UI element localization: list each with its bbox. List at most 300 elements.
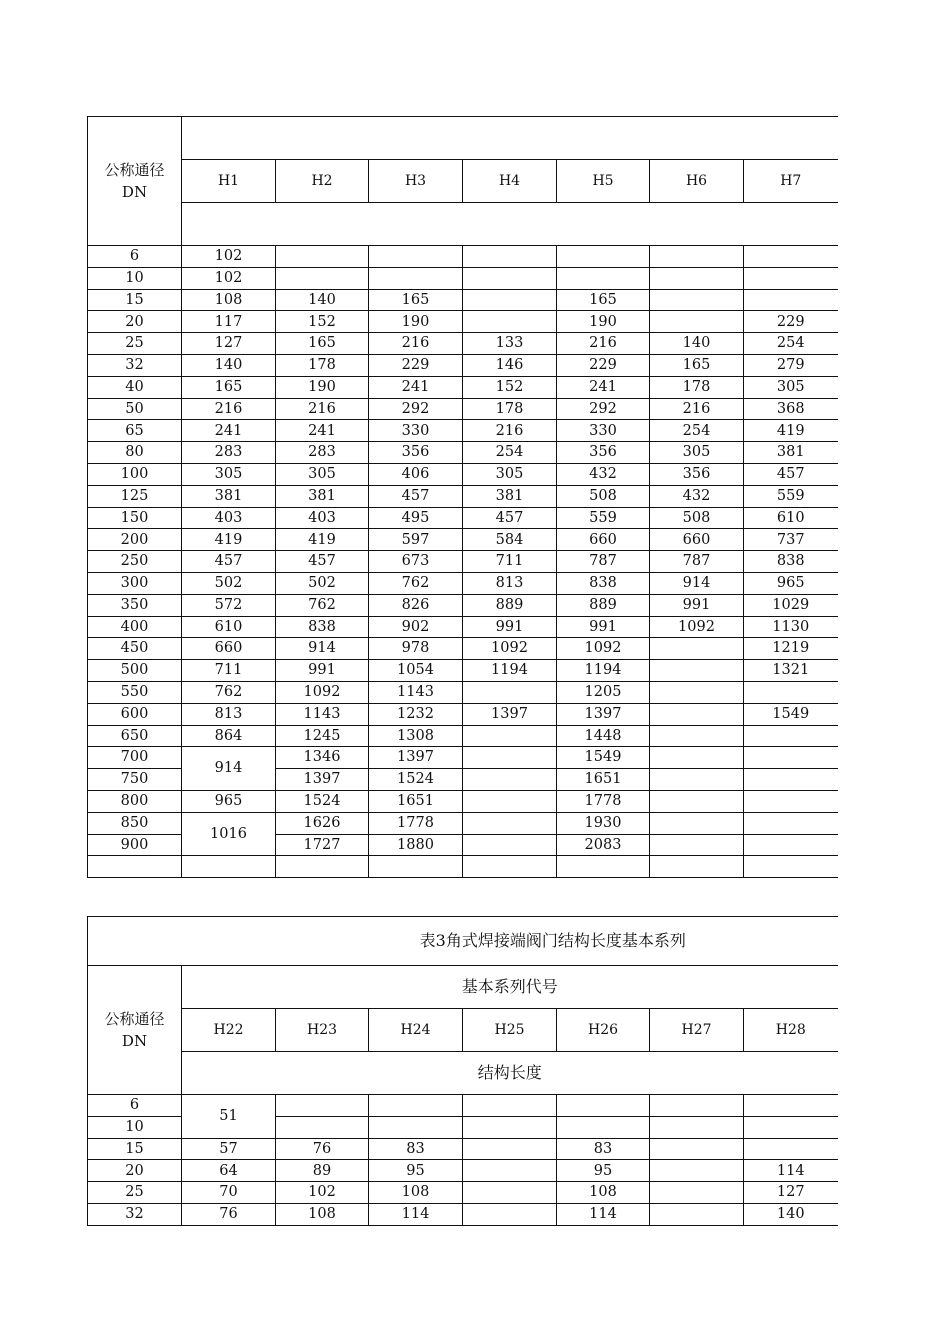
length-cell: 229: [744, 311, 838, 333]
length-cell: 610: [182, 616, 276, 638]
length-cell: [650, 660, 744, 682]
dn-cell: 15: [88, 1138, 182, 1160]
length-cell: [744, 289, 838, 311]
table-row: [88, 747, 838, 769]
length-cell: [744, 1095, 838, 1117]
length-cell: 190: [276, 376, 369, 398]
length-cell: [650, 856, 744, 878]
length-cell: 902: [369, 616, 463, 638]
length-cell: 1016: [182, 812, 276, 856]
dn-cell: 650: [88, 725, 182, 747]
length-cell: 1321: [744, 660, 838, 682]
length-cell: [650, 1203, 744, 1225]
length-cell: 70: [182, 1182, 276, 1204]
table-row: [88, 354, 838, 376]
length-cell: 838: [276, 616, 369, 638]
length-cell: 64: [182, 1160, 276, 1182]
length-cell: 254: [463, 442, 557, 464]
series-code-label: 基本系列代号: [461, 977, 558, 996]
length-cell: 140: [276, 289, 369, 311]
dn-cell: 700: [88, 747, 182, 769]
length-cell: 190: [557, 311, 650, 333]
code-header: H28: [744, 1009, 838, 1052]
length-cell: [744, 834, 838, 856]
length-cell: [557, 856, 650, 878]
length-cell: 1880: [369, 834, 463, 856]
length-cell: [276, 1095, 369, 1117]
length-cell: [744, 246, 838, 268]
dn-cell: 150: [88, 507, 182, 529]
length-cell: 216: [557, 333, 650, 355]
length-cell: 381: [182, 485, 276, 507]
length-cell: [463, 311, 557, 333]
length-cell: [744, 267, 838, 289]
length-cell: 965: [182, 790, 276, 812]
table-row: [88, 376, 838, 398]
length-cell: 330: [557, 420, 650, 442]
dn-cell: 900: [88, 834, 182, 856]
dn-cell: 800: [88, 790, 182, 812]
length-cell: [463, 747, 557, 769]
length-cell: 991: [463, 616, 557, 638]
length-cell: 114: [557, 1203, 650, 1225]
length-cell: [463, 1138, 557, 1160]
length-cell: 991: [650, 594, 744, 616]
length-cell: [744, 812, 838, 834]
length-cell: 165: [369, 289, 463, 311]
length-cell: 457: [369, 485, 463, 507]
length-cell: 51: [182, 1095, 276, 1139]
length-cell: [369, 267, 463, 289]
length-cell: 737: [744, 529, 838, 551]
length-cell: 1029: [744, 594, 838, 616]
length-cell: 1778: [557, 790, 650, 812]
length-cell: 660: [182, 638, 276, 660]
length-cell: 1397: [463, 703, 557, 725]
length-cell: 241: [369, 376, 463, 398]
table-title: [88, 917, 838, 966]
length-cell: 89: [276, 1160, 369, 1182]
length-cell: 283: [276, 442, 369, 464]
length-cell: 165: [557, 289, 650, 311]
length-cell: [650, 790, 744, 812]
dn-cell: 15: [88, 289, 182, 311]
length-cell: [650, 311, 744, 333]
dn-cell: 250: [88, 551, 182, 573]
length-cell: 305: [276, 463, 369, 485]
length-cell: 889: [557, 594, 650, 616]
length-cell: 1397: [369, 747, 463, 769]
length-cell: 165: [650, 354, 744, 376]
length-cell: [744, 747, 838, 769]
length-cell: 991: [557, 616, 650, 638]
dn-cell: 550: [88, 681, 182, 703]
code-header: H25: [463, 1009, 557, 1052]
code-header: H7: [744, 160, 838, 203]
length-cell: 1194: [463, 660, 557, 682]
dn-cell: 400: [88, 616, 182, 638]
length-cell: 508: [650, 507, 744, 529]
length-cell: 813: [463, 572, 557, 594]
length-cell: 1549: [557, 747, 650, 769]
length-cell: [650, 638, 744, 660]
dn-cell: 450: [88, 638, 182, 660]
dn-label: 公称通径: [104, 1009, 165, 1028]
length-cell: 368: [744, 398, 838, 420]
length-cell: 1130: [744, 616, 838, 638]
length-cell: 254: [744, 333, 838, 355]
length-cell: [276, 246, 369, 268]
length-cell: 356: [650, 463, 744, 485]
length-cell: 1626: [276, 812, 369, 834]
table-row: [88, 725, 838, 747]
length-cell: [650, 834, 744, 856]
length-cell: 572: [182, 594, 276, 616]
length-cell: 108: [276, 1203, 369, 1225]
length-cell: [463, 1160, 557, 1182]
length-cell: 216: [650, 398, 744, 420]
dn-cell: 6: [88, 246, 182, 268]
table-row: [88, 267, 838, 289]
length-header: [182, 1052, 838, 1095]
length-cell: 76: [276, 1138, 369, 1160]
length-cell: [744, 725, 838, 747]
length-cell: 356: [557, 442, 650, 464]
length-cell: 279: [744, 354, 838, 376]
length-cell: 864: [182, 725, 276, 747]
length-cell: 1092: [276, 681, 369, 703]
length-cell: 762: [369, 572, 463, 594]
length-cell: [650, 1182, 744, 1204]
length-cell: 1397: [557, 703, 650, 725]
length-cell: 254: [650, 420, 744, 442]
length-cell: 152: [276, 311, 369, 333]
table-row: [88, 703, 838, 725]
length-cell: 216: [276, 398, 369, 420]
dn-cell: 125: [88, 485, 182, 507]
length-cell: 914: [650, 572, 744, 594]
length-cell: 1778: [369, 812, 463, 834]
length-cell: 102: [182, 267, 276, 289]
length-cell: [463, 1182, 557, 1204]
length-cell: 292: [369, 398, 463, 420]
length-cell: 117: [182, 311, 276, 333]
length-cell: [650, 1138, 744, 1160]
code-header: H23: [276, 1009, 369, 1052]
code-header: H22: [182, 1009, 276, 1052]
length-cell: 356: [369, 442, 463, 464]
dn-cell: 600: [88, 703, 182, 725]
table-row: [88, 594, 838, 616]
length-cell: 292: [557, 398, 650, 420]
table-row: [88, 1138, 838, 1160]
length-cell: 457: [744, 463, 838, 485]
length-cell: [650, 1095, 744, 1117]
table-row: [88, 616, 838, 638]
length-cell: 127: [744, 1182, 838, 1204]
length-cell: [650, 747, 744, 769]
length-cell: 216: [463, 420, 557, 442]
length-cell: 165: [182, 376, 276, 398]
length-cell: 133: [463, 333, 557, 355]
length-cell: 1448: [557, 725, 650, 747]
length-cell: 2083: [557, 834, 650, 856]
length-cell: 305: [182, 463, 276, 485]
length-cell: [650, 1116, 744, 1138]
length-cell: 1308: [369, 725, 463, 747]
length-cell: [557, 1116, 650, 1138]
dn-cell: [88, 856, 182, 878]
length-cell: 241: [276, 420, 369, 442]
code-header: H5: [557, 160, 650, 203]
length-cell: 419: [744, 420, 838, 442]
length-cell: 152: [463, 376, 557, 398]
dn-cell: 6: [88, 1095, 182, 1117]
length-cell: 330: [369, 420, 463, 442]
length-cell: 1092: [557, 638, 650, 660]
length-cell: 241: [182, 420, 276, 442]
length-cell: 787: [557, 551, 650, 573]
dn-cell: 850: [88, 812, 182, 834]
length-cell: 1092: [650, 616, 744, 638]
length-cell: 826: [369, 594, 463, 616]
table-row: [88, 812, 838, 834]
length-cell: [650, 769, 744, 791]
length-cell: 965: [744, 572, 838, 594]
length-cell: 1651: [369, 790, 463, 812]
length-cell: 140: [744, 1203, 838, 1225]
length-cell: 83: [369, 1138, 463, 1160]
length-cell: 660: [557, 529, 650, 551]
dn-cell: 80: [88, 442, 182, 464]
length-cell: 1194: [557, 660, 650, 682]
length-cell: 1524: [276, 790, 369, 812]
length-cell: [650, 289, 744, 311]
length-cell: 991: [276, 660, 369, 682]
length-cell: 432: [557, 463, 650, 485]
length-cell: 559: [557, 507, 650, 529]
length-cell: 838: [744, 551, 838, 573]
length-cell: [650, 1160, 744, 1182]
length-cell: [463, 267, 557, 289]
length-cell: 381: [276, 485, 369, 507]
length-cell: 711: [182, 660, 276, 682]
length-cell: 508: [557, 485, 650, 507]
length-cell: [650, 246, 744, 268]
code-header: H1: [182, 160, 276, 203]
length-cell: 1346: [276, 747, 369, 769]
dn-cell: 500: [88, 660, 182, 682]
length-cell: [744, 1138, 838, 1160]
length-cell: 1397: [276, 769, 369, 791]
length-cell: 305: [463, 463, 557, 485]
length-cell: [463, 769, 557, 791]
length-cell: 457: [276, 551, 369, 573]
length-cell: [650, 812, 744, 834]
table-row: [88, 1095, 838, 1117]
length-cell: 190: [369, 311, 463, 333]
length-cell: 1651: [557, 769, 650, 791]
dn-cell: 20: [88, 1160, 182, 1182]
dn-sub-label: DN: [121, 183, 148, 201]
dn-cell: 750: [88, 769, 182, 791]
dn-cell: 65: [88, 420, 182, 442]
length-cell: [463, 856, 557, 878]
length-cell: 1549: [744, 703, 838, 725]
dn-cell: 32: [88, 1203, 182, 1225]
length-cell: 978: [369, 638, 463, 660]
length-cell: 283: [182, 442, 276, 464]
length-cell: 165: [276, 333, 369, 355]
table-row: [88, 529, 838, 551]
length-cell: 403: [276, 507, 369, 529]
dn-cell: 50: [88, 398, 182, 420]
length-cell: [744, 1116, 838, 1138]
code-header: H27: [650, 1009, 744, 1052]
length-cell: 1232: [369, 703, 463, 725]
length-cell: 914: [182, 747, 276, 791]
length-cell: 241: [557, 376, 650, 398]
length-cell: 76: [182, 1203, 276, 1225]
length-cell: [463, 246, 557, 268]
length-cell: 1143: [276, 703, 369, 725]
dn-cell: 350: [88, 594, 182, 616]
dn-sub-label: DN: [121, 1032, 148, 1050]
length-cell: 102: [182, 246, 276, 268]
length-cell: 673: [369, 551, 463, 573]
dn-header: [88, 117, 182, 246]
length-cell: 584: [463, 529, 557, 551]
length-header-empty: [182, 203, 838, 246]
length-cell: [276, 1116, 369, 1138]
code-header: H26: [557, 1009, 650, 1052]
series-header-empty: [182, 117, 838, 160]
dn-cell: 10: [88, 267, 182, 289]
length-cell: 102: [276, 1182, 369, 1204]
code-header: H24: [369, 1009, 463, 1052]
length-cell: 597: [369, 529, 463, 551]
table-row: [88, 311, 838, 333]
length-cell: 178: [276, 354, 369, 376]
length-cell: 1245: [276, 725, 369, 747]
length-cell: [744, 769, 838, 791]
length-cell: 178: [650, 376, 744, 398]
table-row: [88, 790, 838, 812]
length-cell: 229: [369, 354, 463, 376]
length-cell: [463, 1116, 557, 1138]
length-cell: [369, 1095, 463, 1117]
length-cell: 502: [276, 572, 369, 594]
table-row: [88, 551, 838, 573]
table-row: [88, 572, 838, 594]
length-cell: 502: [182, 572, 276, 594]
table-row: [88, 638, 838, 660]
code-header: H6: [650, 160, 744, 203]
table-row: [88, 246, 838, 268]
length-cell: 127: [182, 333, 276, 355]
length-cell: 146: [463, 354, 557, 376]
dn-cell: 32: [88, 354, 182, 376]
length-cell: 95: [557, 1160, 650, 1182]
length-cell: [650, 703, 744, 725]
length-cell: 711: [463, 551, 557, 573]
length-cell: 1143: [369, 681, 463, 703]
length-cell: 216: [182, 398, 276, 420]
length-cell: 381: [463, 485, 557, 507]
length-cell: [369, 856, 463, 878]
dn-header: [88, 966, 182, 1095]
length-cell: 432: [650, 485, 744, 507]
table-row: [88, 1203, 838, 1225]
length-cell: 762: [182, 681, 276, 703]
code-header: H4: [463, 160, 557, 203]
length-cell: [650, 267, 744, 289]
length-cell: 403: [182, 507, 276, 529]
table-row: [88, 856, 838, 878]
length-cell: 1219: [744, 638, 838, 660]
dn-cell: 300: [88, 572, 182, 594]
series-code-header: [182, 966, 838, 1009]
length-cell: [463, 289, 557, 311]
table-row: [88, 681, 838, 703]
length-cell: 216: [369, 333, 463, 355]
length-cell: 305: [744, 376, 838, 398]
length-cell: 457: [463, 507, 557, 529]
table-row: [88, 1160, 838, 1182]
length-cell: 1092: [463, 638, 557, 660]
length-cell: [744, 681, 838, 703]
length-cell: [557, 267, 650, 289]
length-cell: 57: [182, 1138, 276, 1160]
length-cell: 178: [463, 398, 557, 420]
code-header: H2: [276, 160, 369, 203]
length-cell: [182, 856, 276, 878]
valve-length-table-2: [87, 916, 838, 1226]
table-row: [88, 1182, 838, 1204]
length-cell: [276, 856, 369, 878]
table-row: [88, 463, 838, 485]
length-cell: 813: [182, 703, 276, 725]
length-cell: 108: [182, 289, 276, 311]
length-cell: 305: [650, 442, 744, 464]
length-cell: 83: [557, 1138, 650, 1160]
length-cell: [557, 246, 650, 268]
length-cell: 95: [369, 1160, 463, 1182]
length-cell: 495: [369, 507, 463, 529]
table-title-text: 表3角式焊接端阀门结构长度基本系列: [419, 931, 686, 950]
table-row: [88, 485, 838, 507]
length-cell: 229: [557, 354, 650, 376]
dn-cell: 100: [88, 463, 182, 485]
table-row: [88, 442, 838, 464]
length-cell: [463, 1203, 557, 1225]
dn-cell: 40: [88, 376, 182, 398]
length-cell: 559: [744, 485, 838, 507]
length-cell: [744, 790, 838, 812]
dn-cell: 20: [88, 311, 182, 333]
length-cell: [463, 812, 557, 834]
length-cell: [463, 1095, 557, 1117]
length-cell: 419: [182, 529, 276, 551]
table-row: [88, 289, 838, 311]
dn-label: 公称通径: [104, 160, 165, 179]
length-cell: 140: [182, 354, 276, 376]
length-cell: 419: [276, 529, 369, 551]
length-cell: 1727: [276, 834, 369, 856]
table-row: [88, 333, 838, 355]
length-cell: 1054: [369, 660, 463, 682]
length-cell: [744, 856, 838, 878]
